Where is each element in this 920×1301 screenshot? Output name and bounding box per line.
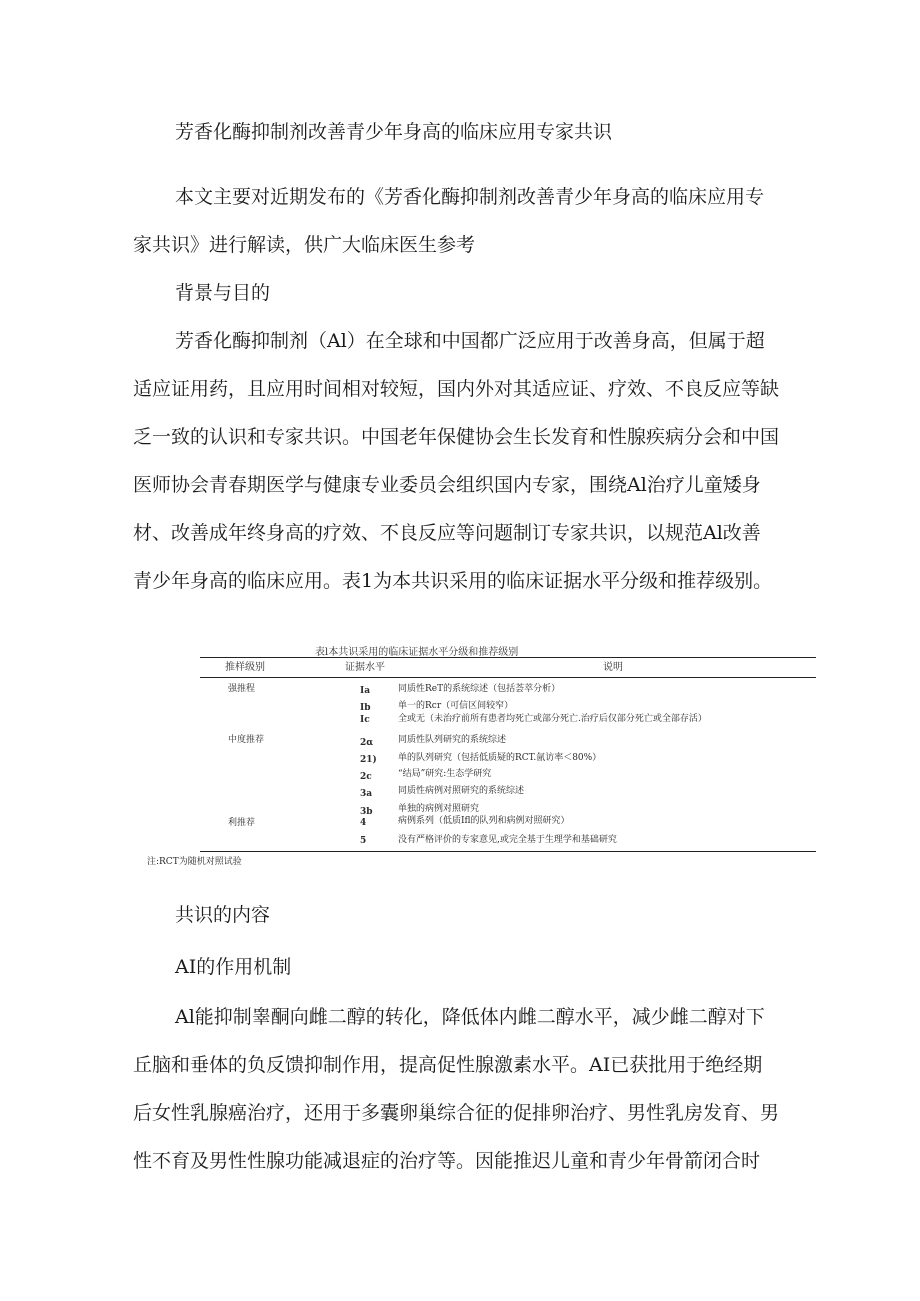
table-bottom-rule (200, 851, 816, 852)
table-row-desc: 单的队列研究（包括低质疑的RCT.氤访率＜80%） (398, 753, 602, 763)
table-row-level: 3b (360, 807, 373, 817)
grade-weak: 利推荐 (228, 818, 256, 828)
heading-background: 背景与目的 (175, 282, 271, 304)
table-row-desc: 没有严格评价的专家意见,或完全基于生理学和基础研究 (398, 835, 617, 845)
heading-mechanism: AI的作用机制 (175, 956, 292, 978)
paragraph-line: 乏一致的认识和专家共识。中国老年保健协会生长发育和性腺疾病分会和中国 (133, 426, 780, 448)
grade-moderate: 中度推荐 (228, 735, 265, 745)
table-header-desc: 说明 (603, 662, 623, 673)
table-caption: 表l本共识采用的临床证据水平分级和推荐级别 (315, 647, 519, 658)
table-row-level: 5 (360, 836, 367, 846)
table-row-level: 2c (360, 772, 372, 782)
heading-content: 共识的内容 (175, 904, 271, 926)
table-row-desc: 同质性队列研究的系统综述 (398, 735, 507, 745)
table-row-desc: 同质性病例对照研究的系统综述 (398, 786, 525, 796)
paragraph-line: 医师协会青春期医学与健康专业委员会组织国内专家，围绕Al治疗儿童矮身 (133, 474, 761, 496)
table-row-desc: 病例系列（低质Ifl的队列和病例对照研究） (398, 816, 570, 826)
grade-strong: 强推程 (228, 684, 256, 694)
table-row-desc: 同质性ReT的系统综述（包括荟萃分析） (398, 684, 561, 694)
paragraph-line: 芳香化酶抑制剂（Al）在全球和中国都广泛应用于改善身高，但属于超 (175, 330, 765, 352)
table-row-level: Ib (360, 703, 371, 713)
table-row-level: Ia (360, 686, 371, 696)
table-row-desc: “结局”研究:生态学研究 (398, 769, 492, 779)
table-row-desc: 单一的Rcr（可信区间较窄） (398, 701, 514, 711)
paragraph-line: 材、改善成年终身高的疗效、不良反应等问题制订专家共识，以规范Al改善 (133, 522, 761, 544)
table-header-rule (200, 677, 816, 678)
table-header-level: 证据水平 (345, 662, 385, 673)
table-note: 注:RCT为随机对照试验 (147, 857, 242, 867)
intro-line-1: 本文主要对近期发布的《芳香化酶抑制剂改善青少年身高的临床应用专 (175, 186, 765, 208)
paragraph-line: Al能抑制睾酮向雌二醇的转化，降低体内雌二醇水平，减少雌二醇对下 (175, 1006, 765, 1028)
paragraph-line: 性不育及男性性腺功能减退症的治疗等。因能推迟儿童和青少年骨箭闭合时 (133, 1150, 761, 1172)
table-row-desc: 全或无（未治疗前所有患者均死亡或部分死亡.治疗后仅部分死亡或全部存活） (398, 714, 707, 724)
document-title: 芳香化酶抑制剂改善青少年身高的临床应用专家共识 (175, 121, 613, 143)
paragraph-line: 适应证用药，且应用时间相对较短，国内外对其适应证、疗效、不良反应等缺 (133, 378, 780, 400)
table-row-level: 2α (360, 738, 374, 748)
paragraph-line: 青少年身高的临床应用。表1为本共识采用的临床证据水平分级和推荐级别。 (133, 570, 773, 592)
intro-line-2: 家共识》进行解读，供广大临床医生参考 (133, 234, 476, 256)
table-row-level: 3a (360, 789, 373, 799)
table-row-level: 4 (360, 818, 367, 828)
table-top-rule (200, 657, 816, 658)
paragraph-line: 后女性乳腺癌治疗，还用于多囊卵巢综合征的促排卵治疗、男性乳房发育、男 (133, 1102, 780, 1124)
table-row-level: Ic (360, 715, 370, 725)
table-header-grade: 推样级别 (225, 662, 265, 673)
table-row-desc: 单独的病例对照研究 (398, 804, 480, 814)
paragraph-line: 丘脑和垂体的负反馈抑制作用，提高促性腺激素水平。AI已获批用于绝经期 (133, 1054, 763, 1076)
table-row-level: 21) (360, 755, 377, 765)
